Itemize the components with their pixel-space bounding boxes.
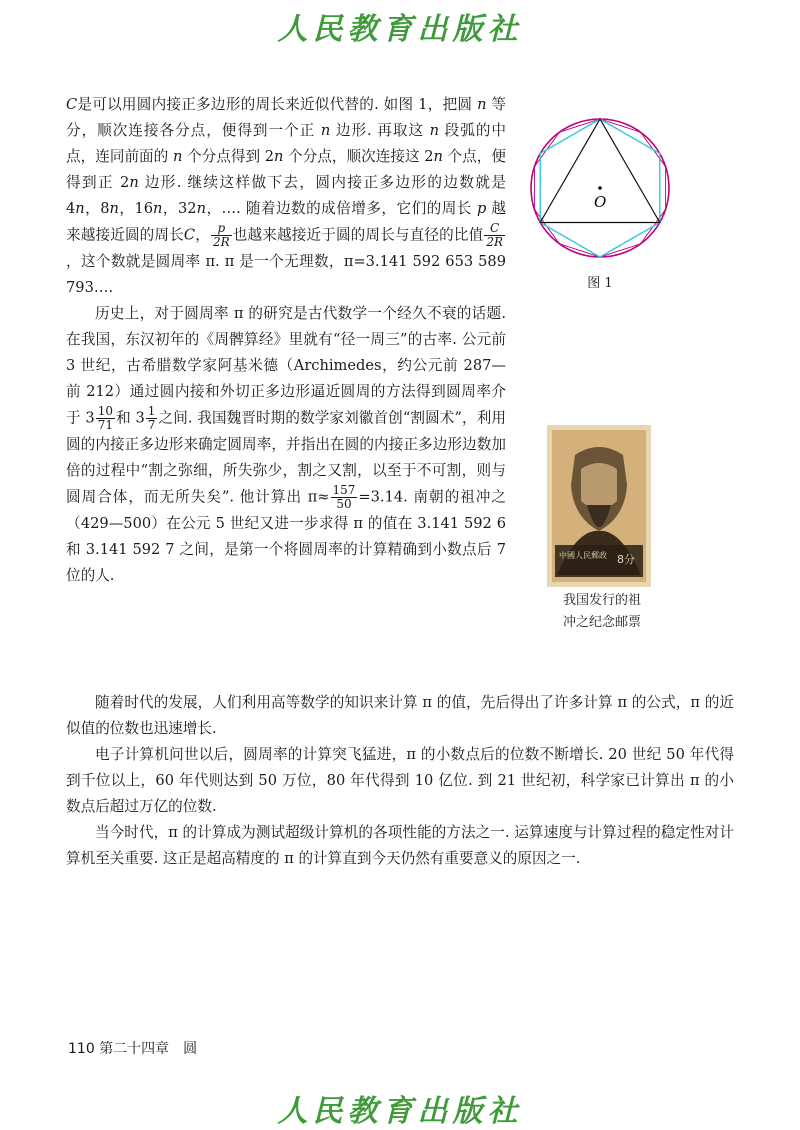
stamp-caption: 我国发行的祖 冲之纪念邮票 <box>562 593 641 630</box>
paragraph-5: 当今时代，π 的计算成为测试超级计算机的各项性能的方法之一. 运算速度与计算过程的稳定性对计算机至关重要. 这正是超高精度的 π 的计算直到今天仍然有重要意义的原因之一. <box>66 824 734 867</box>
fraction-C-over-2R: $\frac{C}{2R}$ <box>486 221 503 249</box>
var-C: C <box>66 96 78 113</box>
page-number: 110 <box>68 1041 95 1057</box>
center-label: O <box>594 193 607 211</box>
stamp-header-text: 中國人民郵政 <box>559 551 607 560</box>
fraction-157-over-50: $\frac{157}{50}$ <box>332 483 356 511</box>
text-column-top <box>66 92 506 589</box>
stamp-value-text: 8分 <box>617 553 635 566</box>
page-footer <box>68 1038 197 1058</box>
publisher-logo-top: 人民教育出版社 <box>277 12 523 47</box>
figure-1-caption: 图 1 <box>587 276 613 291</box>
center-point <box>598 186 602 190</box>
paragraph-1: C是可以用圆内接正多边形的周长来近似代替的. 如图 1，把圆 n 等分，顺次连接各分点，便得到一个正 n 边形. 再取这 n 段弧的中点，连同前面的 n 个分点得到 2n 个分点，顺次连接这 2n 个点，便得到正 2n 边形. 继续这样做下去，圆内接正多边形的边数就是 4n，8n，16n，32n，…. 随着边数的成倍增多，它们的周长 p 越来越接近圆的周长C， $\frac{p}{2R}$ 也越来越接近于圆的周长与直径的比值 $\frac{C}{2R}$ ，这个数就是圆周率 π. π 是一个无理数，π=3.141 592 653 589 793…. <box>66 96 507 296</box>
chapter-title: 第二十四章 圆 <box>99 1041 198 1057</box>
fraction-p-over-2R: $\frac{p}{2R}$ <box>212 221 230 249</box>
fraction-10-over-71: $\frac{10}{71}$ <box>97 404 113 432</box>
fraction-1-over-7: $\frac{1}{7}$ <box>147 404 156 432</box>
figure-1-inscribed-polygons <box>525 110 675 266</box>
zu-chongzhi-stamp <box>547 425 651 587</box>
text-column-bottom <box>66 690 734 872</box>
paragraph-3: 随着时代的发展，人们利用高等数学的知识来计算 π 的值，先后得出了许多计算 π 的公式，π 的近似值的位数也迅速增长. <box>66 694 734 737</box>
paragraph-2: 历史上，对于圆周率 π 的研究是古代数学一个经久不衰的话题. 在我国，东汉初年的《周髀算经》里就有“径一周三”的古率. 公元前 3 世纪，古希腊数学家阿基米德（Archimedes，约公元前 287—前 212）通过圆内接和外切正多边形逼近圆周的方法得到圆周率介于 3 $\frac{10}{71}$ 和 3 $\frac{1}{7}$ 之间. 我国魏晋时期的数学家刘徽首创“割圆术”，利用圆的内接正多边形来确定圆周率，并指出在圆的内接正多边形边数加倍的过程中“割之弥细，所失弥少，割之又割，以至于不可割，则与圆周合体，而无所失矣”. 他计算出 π≈ $\frac{157}{50}$ =3.14. 南朝的祖冲之（429—500）在公元 5 世纪又进一步求得 π 的值在 3.141 592 6 和 3.141 592 7 之间，是第一个将圆周率的计算精确到小数点后 7 位的人. <box>66 305 506 584</box>
publisher-logo-bottom: 人民教育出版社 <box>277 1094 523 1129</box>
portrait-face <box>581 463 617 509</box>
paragraph-4: 电子计算机问世以后，圆周率的计算突飞猛进，π 的小数点后的位数不断增长. 20 世纪 50 年代得到千位以上，60 年代则达到 50 万位，80 年代得到 10 亿位. 到 21 世纪初，科学家已计算出 π 的小数点后超过万亿的位数. <box>66 746 734 815</box>
